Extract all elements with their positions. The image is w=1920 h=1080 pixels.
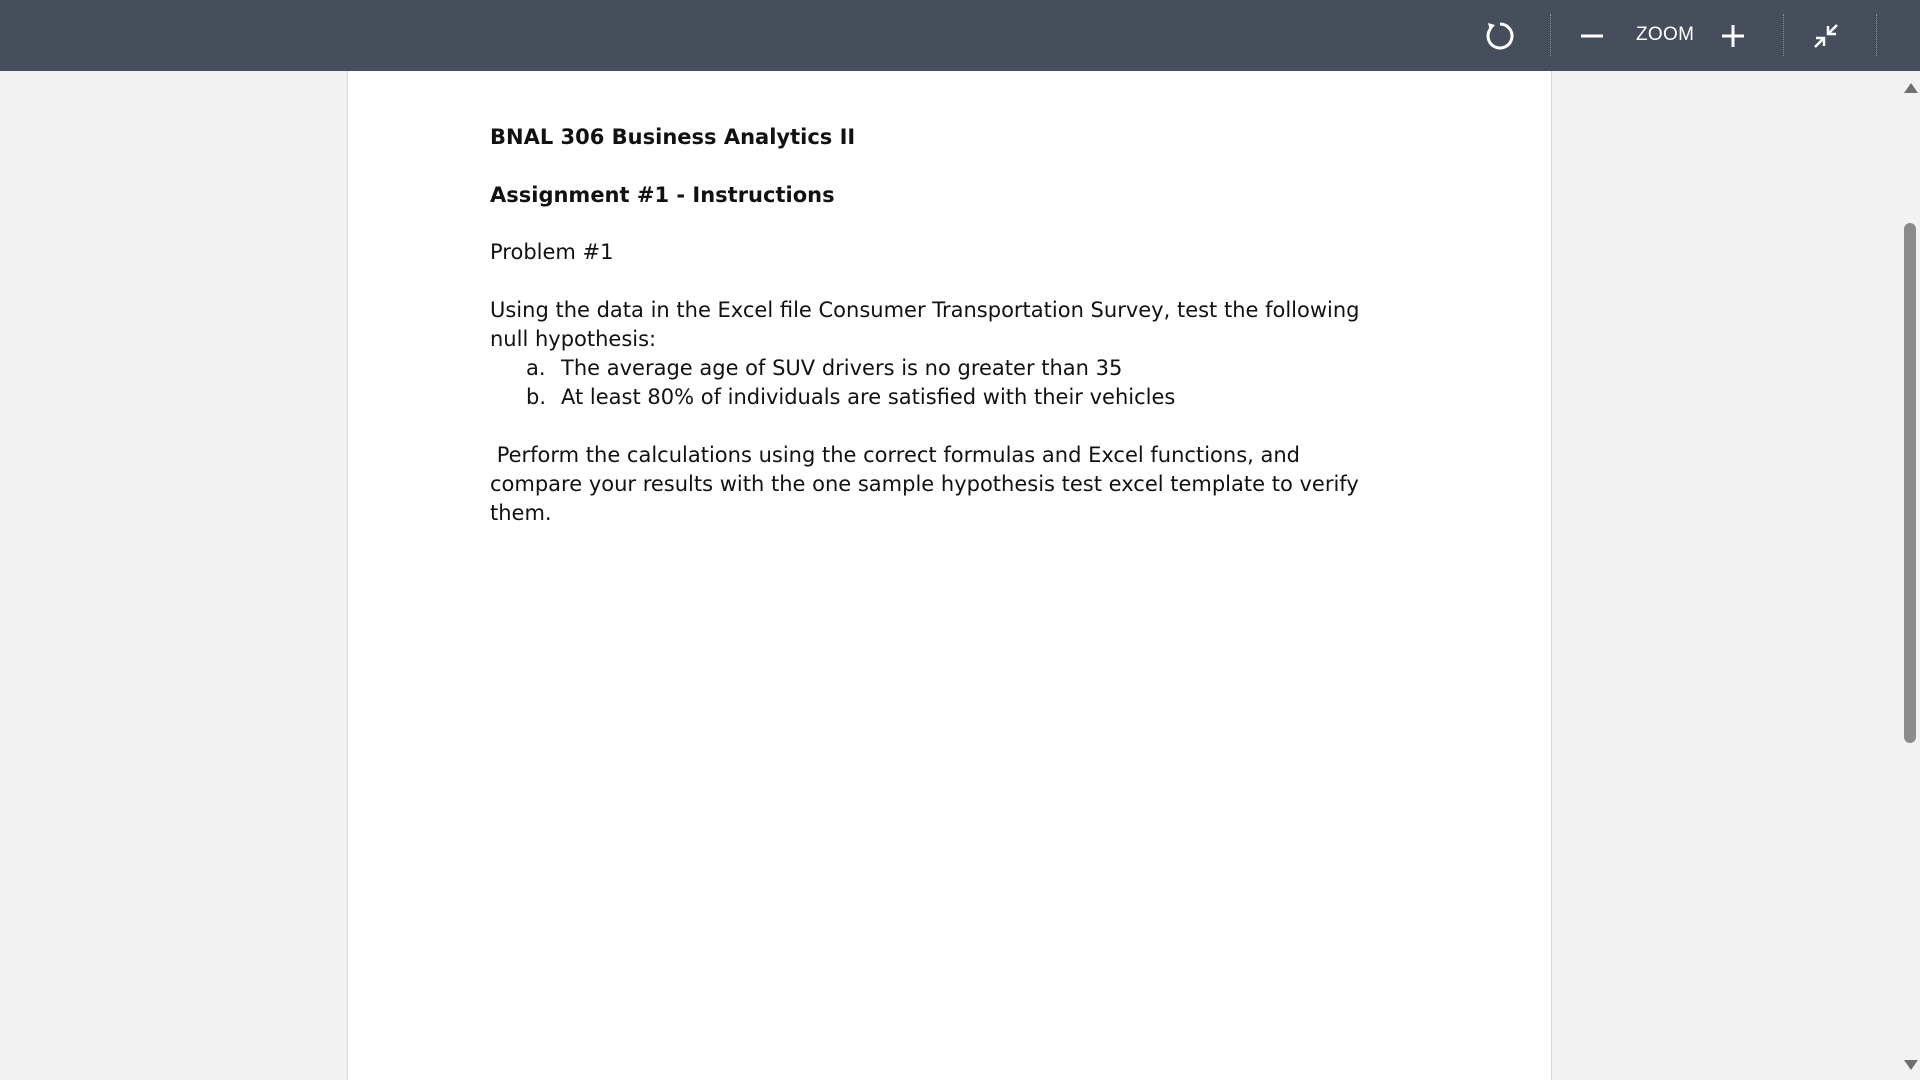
exit-fullscreen-button[interactable] bbox=[1802, 12, 1850, 60]
scroll-down-arrow-icon[interactable] bbox=[1904, 1060, 1918, 1070]
intro-paragraph: Using the data in the Excel file Consumer Transportation Survey, test the following null hypothesis: bbox=[490, 298, 1360, 351]
problem-heading: Problem #1 bbox=[490, 240, 614, 264]
refresh-icon bbox=[1484, 20, 1516, 52]
course-title: BNAL 306 Business Analytics II bbox=[490, 125, 856, 149]
document-viewer bbox=[0, 71, 1920, 1080]
exit-fullscreen-icon bbox=[1812, 22, 1840, 50]
zoom-label: ZOOM bbox=[1636, 24, 1695, 45]
list-item-text: At least 80% of individuals are satisfied with their vehicles bbox=[561, 385, 1176, 409]
zoom-out-button[interactable] bbox=[1568, 12, 1616, 60]
refresh-button[interactable] bbox=[1476, 12, 1524, 60]
toolbar-separator bbox=[1783, 14, 1784, 56]
zoom-in-button[interactable] bbox=[1709, 12, 1757, 60]
list-item bbox=[526, 354, 1175, 383]
assignment-title: Assignment #1 - Instructions bbox=[490, 183, 835, 207]
toolbar-separator bbox=[1550, 14, 1551, 56]
zoom-in-icon bbox=[1721, 24, 1745, 48]
closing-paragraph: Perform the calculations using the correct formulas and Excel functions, and compare your results with the one sample hypothesis test excel template to verify them. bbox=[490, 443, 1366, 525]
list-marker: a. bbox=[526, 356, 546, 380]
toolbar-separator bbox=[1876, 14, 1877, 56]
list-item bbox=[526, 383, 1175, 412]
zoom-out-icon bbox=[1580, 24, 1604, 48]
scroll-up-arrow-icon[interactable] bbox=[1904, 83, 1918, 93]
list-item-text: The average age of SUV drivers is no greater than 35 bbox=[561, 356, 1123, 380]
list-marker: b. bbox=[526, 385, 547, 409]
document-page bbox=[347, 71, 1552, 1080]
vertical-scrollbar[interactable] bbox=[1900, 71, 1920, 1080]
hypothesis-list bbox=[526, 354, 1175, 412]
scrollbar-thumb[interactable] bbox=[1904, 223, 1916, 743]
viewer-toolbar bbox=[0, 0, 1920, 71]
